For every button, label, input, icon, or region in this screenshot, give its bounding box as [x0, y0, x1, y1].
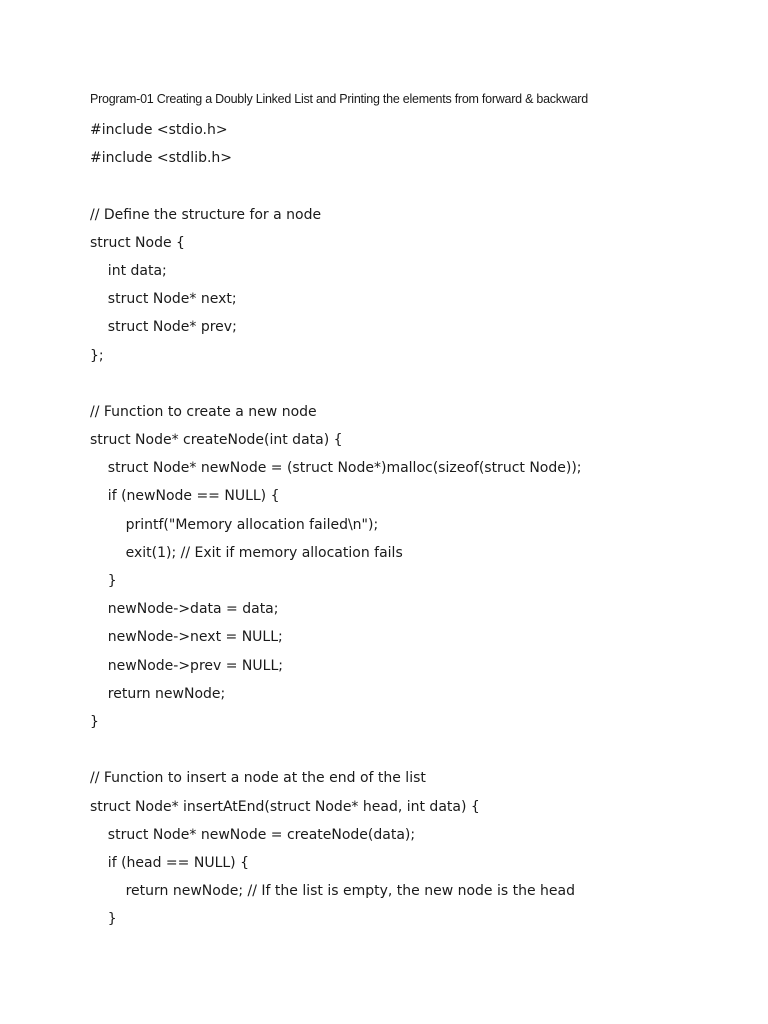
document-title: Program-01 Creating a Doubly Linked List and Printing the elements from forward & backward: [90, 92, 588, 106]
code-line: struct Node* newNode = (struct Node*)malloc(sizeof(struct Node));: [90, 460, 582, 477]
code-line: struct Node* insertAtEnd(struct Node* head, int data) {: [90, 798, 480, 815]
code-line: if (head == NULL) {: [90, 854, 249, 871]
code-line: newNode->next = NULL;: [90, 629, 283, 646]
code-line: if (newNode == NULL) {: [90, 488, 280, 505]
code-line: }: [90, 573, 117, 589]
code-line: [90, 736, 582, 764]
code-line: struct Node* newNode = createNode(data);: [90, 826, 416, 843]
code-line: newNode->data = data;: [90, 601, 279, 618]
code-line: newNode->prev = NULL;: [90, 657, 283, 674]
code-line: }: [90, 911, 117, 928]
code-line: [90, 370, 582, 398]
code-line: [90, 172, 582, 200]
code-line: return newNode;: [90, 685, 226, 702]
code-line: // Define the structure for a node: [90, 206, 322, 223]
code-line: // Function to create a new node: [90, 403, 317, 420]
code-line: struct Node* next;: [90, 291, 237, 308]
code-line: }: [90, 713, 99, 730]
code-line: int data;: [90, 262, 167, 279]
code-line: // Function to insert a node at the end of the list: [90, 770, 426, 787]
code-line: struct Node* createNode(int data) {: [90, 432, 343, 449]
code-line: struct Node* prev;: [90, 319, 237, 336]
code-line: return newNode; // If the list is empty, the new node is the head: [90, 883, 575, 900]
code-listing: [90, 116, 582, 933]
code-line: #include <stdlib.h>: [90, 150, 233, 167]
code-line: };: [90, 347, 104, 364]
code-line: printf("Memory allocation failed\n");: [90, 516, 379, 533]
code-line: exit(1); // Exit if memory allocation fails: [90, 544, 403, 561]
code-line: #include <stdio.h>: [90, 122, 228, 138]
code-line: struct Node {: [90, 234, 185, 251]
